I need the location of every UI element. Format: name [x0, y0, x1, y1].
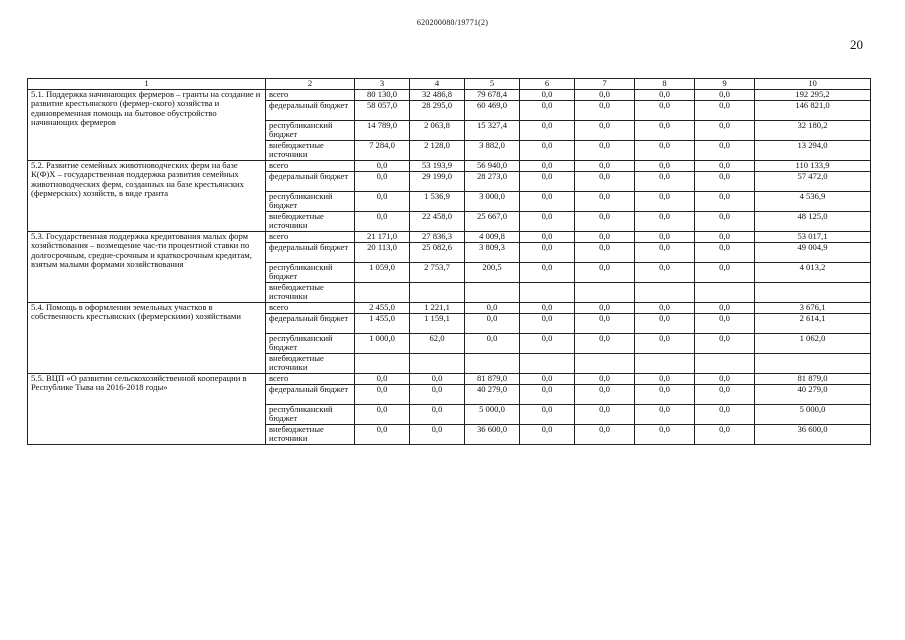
value-cell [755, 354, 871, 374]
value-cell: 62,0 [410, 334, 465, 354]
value-cell: 0,0 [520, 212, 575, 232]
value-cell: 0,0 [410, 425, 465, 445]
value-cell: 0,0 [520, 303, 575, 314]
value-cell: 0,0 [695, 172, 755, 192]
value-cell: 25 082,6 [410, 243, 465, 263]
value-cell: 0,0 [635, 385, 695, 405]
funding-source: внебюджетные источники [266, 283, 355, 303]
value-cell: 0,0 [520, 172, 575, 192]
value-cell: 0,0 [520, 90, 575, 101]
table-row [28, 161, 871, 172]
value-cell [635, 283, 695, 303]
value-cell: 53 017,1 [755, 232, 871, 243]
table-row [28, 303, 871, 314]
value-cell: 0,0 [575, 141, 635, 161]
value-cell: 0,0 [355, 385, 410, 405]
value-cell: 0,0 [520, 101, 575, 121]
value-cell [410, 283, 465, 303]
value-cell: 1 059,0 [355, 263, 410, 283]
value-cell [520, 354, 575, 374]
value-cell: 0,0 [635, 425, 695, 445]
value-cell [465, 283, 520, 303]
value-cell: 0,0 [465, 314, 520, 334]
value-cell: 20 113,0 [355, 243, 410, 263]
column-header: 3 [355, 79, 410, 90]
value-cell: 0,0 [635, 405, 695, 425]
value-cell: 36 600,0 [755, 425, 871, 445]
value-cell: 58 057,0 [355, 101, 410, 121]
value-cell: 7 284,0 [355, 141, 410, 161]
value-cell: 0,0 [575, 425, 635, 445]
column-header: 7 [575, 79, 635, 90]
value-cell: 0,0 [355, 172, 410, 192]
table-row [28, 90, 871, 101]
table-row [28, 232, 871, 243]
value-cell: 14 789,0 [355, 121, 410, 141]
value-cell: 0,0 [520, 161, 575, 172]
value-cell: 0,0 [520, 405, 575, 425]
value-cell: 56 940,0 [465, 161, 520, 172]
value-cell: 5 000,0 [465, 405, 520, 425]
funding-source: всего [266, 232, 355, 243]
document-id: 620200080/19771(2) [416, 18, 489, 27]
value-cell: 0,0 [575, 121, 635, 141]
column-header: 9 [695, 79, 755, 90]
value-cell: 0,0 [635, 172, 695, 192]
value-cell: 0,0 [695, 334, 755, 354]
value-cell: 4 013,2 [755, 263, 871, 283]
value-cell [410, 354, 465, 374]
value-cell: 0,0 [635, 161, 695, 172]
value-cell: 192 295,2 [755, 90, 871, 101]
value-cell: 3 882,0 [465, 141, 520, 161]
measure-name: 5.3. Государственная поддержка кредитования малых форм хозяйствования – возмещение час-ти процентной ставки по долгосрочным, средне-срочным и краткосрочным кредитам, взятым малыми формами хозяйствования [28, 232, 266, 303]
funding-source: внебюджетные источники [266, 354, 355, 374]
value-cell: 0,0 [355, 212, 410, 232]
value-cell: 80 130,0 [355, 90, 410, 101]
value-cell: 0,0 [355, 374, 410, 385]
value-cell: 0,0 [575, 161, 635, 172]
column-header: 5 [465, 79, 520, 90]
value-cell: 0,0 [695, 374, 755, 385]
budget-table [27, 78, 871, 445]
value-cell: 0,0 [635, 314, 695, 334]
value-cell: 0,0 [635, 263, 695, 283]
value-cell: 27 836,3 [410, 232, 465, 243]
value-cell: 0,0 [695, 141, 755, 161]
value-cell: 49 004,9 [755, 243, 871, 263]
value-cell: 53 193,9 [410, 161, 465, 172]
value-cell: 0,0 [575, 232, 635, 243]
value-cell: 0,0 [355, 425, 410, 445]
value-cell: 29 199,0 [410, 172, 465, 192]
value-cell: 0,0 [635, 212, 695, 232]
value-cell: 0,0 [635, 192, 695, 212]
value-cell: 0,0 [695, 192, 755, 212]
value-cell: 25 667,0 [465, 212, 520, 232]
value-cell: 0,0 [520, 334, 575, 354]
column-header: 8 [635, 79, 695, 90]
value-cell: 0,0 [695, 263, 755, 283]
value-cell: 0,0 [575, 405, 635, 425]
value-cell: 0,0 [520, 121, 575, 141]
column-header: 6 [520, 79, 575, 90]
value-cell: 0,0 [635, 374, 695, 385]
value-cell: 0,0 [695, 314, 755, 334]
column-header: 10 [755, 79, 871, 90]
table-header-row [28, 79, 871, 90]
value-cell: 3 676,1 [755, 303, 871, 314]
funding-source: всего [266, 90, 355, 101]
value-cell: 1 221,1 [410, 303, 465, 314]
value-cell: 0,0 [575, 385, 635, 405]
value-cell: 0,0 [695, 121, 755, 141]
value-cell: 0,0 [695, 405, 755, 425]
value-cell: 32 180,2 [755, 121, 871, 141]
value-cell: 0,0 [520, 263, 575, 283]
value-cell: 1 000,0 [355, 334, 410, 354]
value-cell: 4 536,9 [755, 192, 871, 212]
value-cell: 2 614,1 [755, 314, 871, 334]
value-cell: 0,0 [695, 232, 755, 243]
value-cell: 0,0 [355, 405, 410, 425]
value-cell: 0,0 [520, 425, 575, 445]
value-cell: 0,0 [355, 161, 410, 172]
measure-name: 5.1. Поддержка начинающих фермеров – гранты на создание и развитие крестьянского (фермер-ского) хозяйства и единовременная помощь на бытовое обустройство начинающих фермеров [28, 90, 266, 161]
funding-source: республиканский бюджет [266, 192, 355, 212]
value-cell: 0,0 [575, 263, 635, 283]
value-cell: 0,0 [520, 385, 575, 405]
value-cell: 60 469,0 [465, 101, 520, 121]
value-cell [465, 354, 520, 374]
value-cell: 0,0 [635, 243, 695, 263]
value-cell: 0,0 [520, 141, 575, 161]
funding-source: федеральный бюджет [266, 243, 355, 263]
value-cell: 146 821,0 [755, 101, 871, 121]
column-header: 2 [266, 79, 355, 90]
funding-source: всего [266, 161, 355, 172]
funding-source: республиканский бюджет [266, 121, 355, 141]
funding-source: внебюджетные источники [266, 141, 355, 161]
value-cell: 0,0 [575, 374, 635, 385]
value-cell: 2 455,0 [355, 303, 410, 314]
funding-source: федеральный бюджет [266, 314, 355, 334]
value-cell: 40 279,0 [755, 385, 871, 405]
value-cell [695, 283, 755, 303]
value-cell: 28 295,0 [410, 101, 465, 121]
value-cell: 21 171,0 [355, 232, 410, 243]
value-cell [355, 354, 410, 374]
value-cell: 1 062,0 [755, 334, 871, 354]
value-cell: 4 009,8 [465, 232, 520, 243]
value-cell: 0,0 [575, 334, 635, 354]
value-cell: 0,0 [355, 192, 410, 212]
funding-source: федеральный бюджет [266, 385, 355, 405]
value-cell [355, 283, 410, 303]
funding-source: республиканский бюджет [266, 334, 355, 354]
value-cell [575, 283, 635, 303]
value-cell: 81 879,0 [465, 374, 520, 385]
value-cell: 1 455,0 [355, 314, 410, 334]
value-cell: 32 486,8 [410, 90, 465, 101]
funding-source: федеральный бюджет [266, 172, 355, 192]
value-cell: 0,0 [575, 101, 635, 121]
value-cell: 0,0 [410, 405, 465, 425]
value-cell: 48 125,0 [755, 212, 871, 232]
value-cell: 2 128,0 [410, 141, 465, 161]
value-cell: 200,5 [465, 263, 520, 283]
column-header: 1 [28, 79, 266, 90]
value-cell: 0,0 [575, 303, 635, 314]
funding-source: республиканский бюджет [266, 263, 355, 283]
value-cell: 0,0 [520, 314, 575, 334]
value-cell: 2 063,8 [410, 121, 465, 141]
value-cell: 0,0 [635, 141, 695, 161]
table-body [28, 79, 871, 445]
value-cell: 0,0 [520, 232, 575, 243]
measure-name: 5.4. Помощь в оформлении земельных участков в собственность крестьянских (фермерскими) хозяйствами [28, 303, 266, 374]
value-cell: 0,0 [575, 212, 635, 232]
value-cell: 0,0 [695, 161, 755, 172]
value-cell: 0,0 [465, 334, 520, 354]
value-cell: 0,0 [635, 232, 695, 243]
value-cell: 3 809,3 [465, 243, 520, 263]
value-cell: 0,0 [575, 90, 635, 101]
value-cell: 0,0 [575, 243, 635, 263]
value-cell: 0,0 [695, 385, 755, 405]
value-cell: 2 753,7 [410, 263, 465, 283]
value-cell: 5 000,0 [755, 405, 871, 425]
value-cell: 0,0 [635, 303, 695, 314]
funding-source: федеральный бюджет [266, 101, 355, 121]
value-cell [635, 354, 695, 374]
value-cell: 0,0 [520, 374, 575, 385]
table-row [28, 374, 871, 385]
value-cell [575, 354, 635, 374]
value-cell: 110 133,9 [755, 161, 871, 172]
value-cell: 0,0 [635, 90, 695, 101]
value-cell: 36 600,0 [465, 425, 520, 445]
value-cell: 0,0 [575, 192, 635, 212]
measure-name: 5.2. Развитие семейных животноводческих ферм на базе К(Ф)Х – государственная поддержка развития семейных животноводческих ферм, созданных на базе крестьянских (фермерских) хозяйств, в виде гранта [28, 161, 266, 232]
funding-source: всего [266, 374, 355, 385]
value-cell: 0,0 [695, 212, 755, 232]
value-cell: 0,0 [695, 101, 755, 121]
value-cell: 81 879,0 [755, 374, 871, 385]
value-cell: 0,0 [465, 303, 520, 314]
value-cell: 0,0 [695, 243, 755, 263]
value-cell [520, 283, 575, 303]
value-cell: 0,0 [635, 101, 695, 121]
funding-source: внебюджетные источники [266, 212, 355, 232]
measure-name: 5.5. ВЦП «О развитии сельскохозяйственной кооперации в Республике Тыва на 2016-2018 годы» [28, 374, 266, 445]
value-cell: 22 458,0 [410, 212, 465, 232]
value-cell: 3 000,0 [465, 192, 520, 212]
value-cell: 15 327,4 [465, 121, 520, 141]
column-header: 4 [410, 79, 465, 90]
funding-source: республиканский бюджет [266, 405, 355, 425]
value-cell: 0,0 [410, 374, 465, 385]
value-cell: 0,0 [575, 172, 635, 192]
value-cell [695, 354, 755, 374]
value-cell: 1 159,1 [410, 314, 465, 334]
value-cell: 79 678,4 [465, 90, 520, 101]
value-cell: 0,0 [695, 425, 755, 445]
value-cell: 0,0 [635, 334, 695, 354]
value-cell: 57 472,0 [755, 172, 871, 192]
value-cell: 0,0 [575, 314, 635, 334]
funding-source: всего [266, 303, 355, 314]
page-number: 20 [850, 37, 863, 52]
value-cell: 0,0 [635, 121, 695, 141]
value-cell: 0,0 [520, 243, 575, 263]
value-cell: 13 294,0 [755, 141, 871, 161]
value-cell: 28 273,0 [465, 172, 520, 192]
value-cell: 0,0 [695, 90, 755, 101]
value-cell [755, 283, 871, 303]
value-cell: 0,0 [695, 303, 755, 314]
value-cell: 0,0 [520, 192, 575, 212]
value-cell: 40 279,0 [465, 385, 520, 405]
funding-source: внебюджетные источники [266, 425, 355, 445]
value-cell: 1 536,9 [410, 192, 465, 212]
value-cell: 0,0 [410, 385, 465, 405]
